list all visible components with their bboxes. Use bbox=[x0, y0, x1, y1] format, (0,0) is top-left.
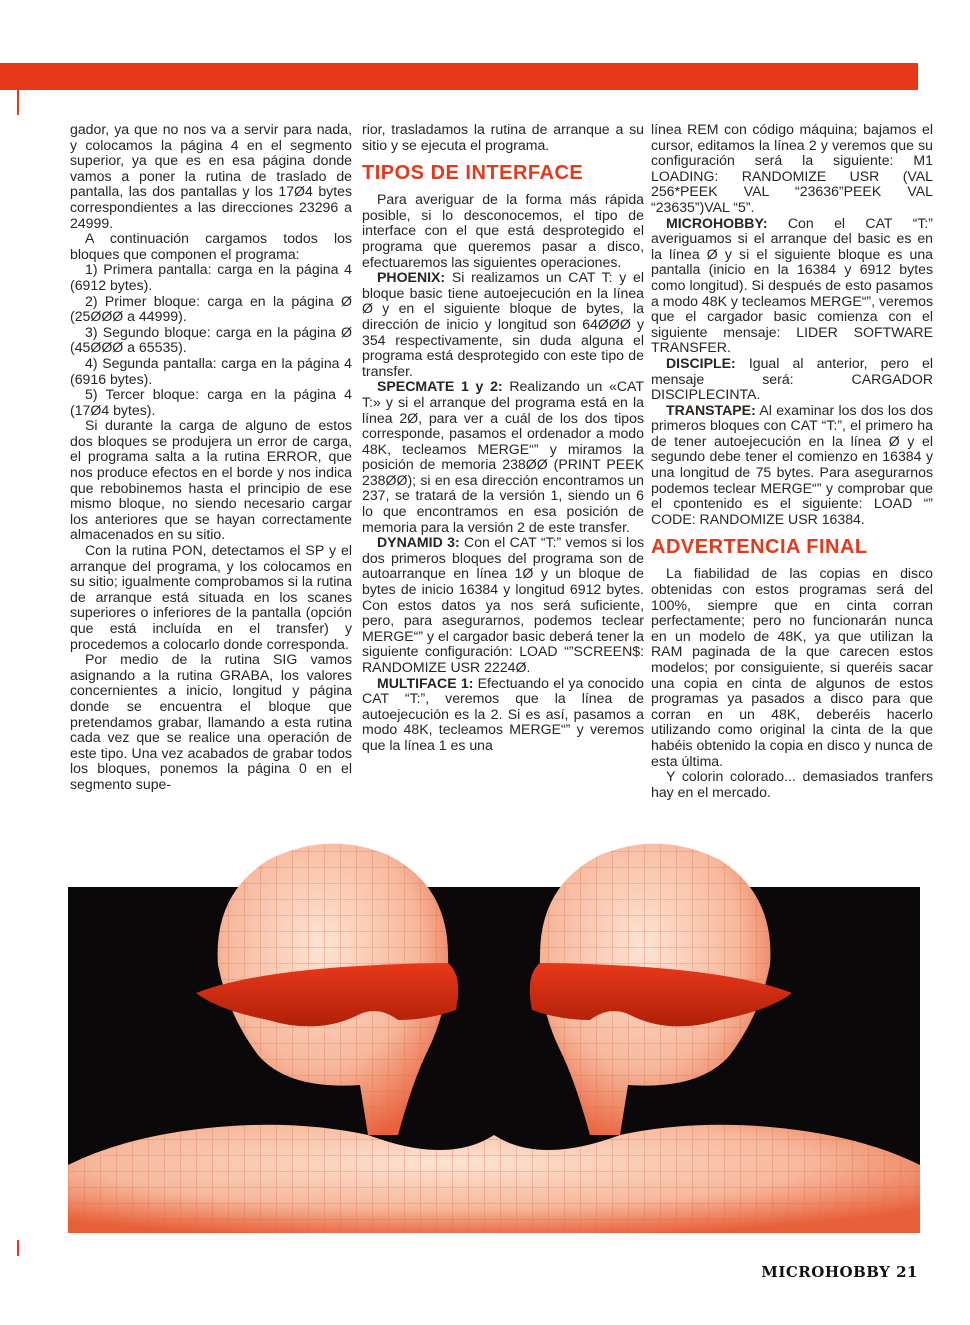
section-heading: ADVERTENCIA FINAL bbox=[651, 536, 868, 559]
paragraph: La fiabilidad de las copias en disco obtenidas con estos programas será del 100%, siempre que en cinta corran perfectamente; pero no funcionarán nunca en un modelo de 48K, ya que utilizan la RAM paginada de la que carecen estos modelos; por consiguiente, si queréis sacar una copia en cinta de algunos de estos programas ya pasados a disco para que corran en un 48K, deberéis hacerlo utilizando como original la cinta de la que habéis obtenido la copia en disco y nunca de esta última. bbox=[651, 565, 933, 769]
term-text: Realizando un «CAT T:» y si el arranque del programa está en la línea 2Ø, para ver a cuál de los dos tipos corresponde, pasamos el ordenador a modo 48K, tecleamos MERGE“” y miramos la posición de memoria 238ØØ (PRINT PEEK 238ØØ); si en esa dirección encontramos un 237, se tratará de la versión 1, siendo un 6 lo que encontramos en esa posición de memoria para la versión 2 de este transfer. bbox=[362, 378, 645, 535]
mirrored-heads-illustration bbox=[68, 887, 920, 1233]
paragraph: gador, ya que no nos va a servir para nada, y colocamos la página 4 en el segmento superior, ya que es en esa página donde vamos a poner la rutina de traslado de pantalla, las dos pantallas y los 17Ø4 bytes correspondientes a las direcciones 23296 a 24999. bbox=[70, 121, 352, 231]
paragraph bbox=[362, 270, 644, 379]
term-label: DISCIPLE: bbox=[666, 354, 736, 371]
paragraph bbox=[362, 676, 644, 754]
term-text: Con el CAT “T:” vemos si los dos primeros bloques del programa son de autoarranque en línea 1Ø y un bloque de bytes de inicio 16384 y longitud 6912 bytes. Con estos datos ya nos será suficiente, pero, para asegurarnos, podemos teclear MERGE“” y el cargador basic deberá tener la siguiente configuración: LOAD “”SCREEN$: RANDOMIZE USR 2224Ø. bbox=[362, 534, 644, 675]
margin-mark bbox=[17, 1240, 19, 1256]
list-item: 1) Primera pantalla: carga en la página 4 (6912 bytes). bbox=[70, 261, 352, 293]
paragraph bbox=[362, 535, 644, 675]
term-label: DYNAMID 3: bbox=[377, 534, 460, 551]
section-heading: TIPOS DE INTERFACE bbox=[362, 162, 584, 185]
paragraph: Por medio de la rutina SIG vamos asignando a la rutina GRABA, los valores concernientes a inicio, longitud y página donde se encuentra el bloque que pretendamos grabar, llamando a esta rutina cada vez que se realice una operación de este tipo. Una vez acabados de grabar todos los bloques, ponemos la página 0 en el segmento supe- bbox=[70, 651, 352, 792]
list-item: 3) Segundo bloque: carga en la página Ø (45ØØØ a 65535). bbox=[70, 323, 352, 356]
column-2 bbox=[362, 122, 644, 754]
paragraph: Si durante la carga de alguno de estos dos bloques se produjera un error de carga, el programa salta a la rutina ERROR, que nos produce efectos en el borde y nos indica que rebobinemos hasta el principio de ese mismo bloque, no siendo necesario cargar los anteriores que se hayan correctamente almacenados en su sitio. bbox=[70, 417, 352, 543]
paragraph: Para averiguar de la forma más rápida posible, si lo desconocemos, el tipo de interface con el que está desprotegido el programa que queremos pasar a disco, efectuaremos las siguientes operaciones. bbox=[362, 191, 644, 270]
paragraph: rior, trasladamos la rutina de arranque a su sitio y se ejecuta el programa. bbox=[362, 121, 644, 153]
paragraph: Con la rutina PON, detectamos el SP y el arranque del programa, y los colocamos en su sitio; igualmente comprobamos si la rutina de arranque está situada en los scanes superiores o inferiores de la pantalla (opción que está incluída en el transfer) y procedemos a colocarlo donde corresponda. bbox=[70, 542, 353, 652]
left-head bbox=[196, 844, 458, 1135]
term-label: SPECMATE 1 y 2: bbox=[377, 378, 503, 395]
term-label: MICROHOBBY: bbox=[666, 214, 768, 231]
paragraph: Y colorin colorado... demasiados tranfers hay en el mercado. bbox=[651, 768, 933, 800]
heads-artwork bbox=[68, 835, 920, 1233]
magazine-name: MICROHOBBY bbox=[761, 1263, 891, 1281]
paragraph bbox=[651, 216, 933, 356]
margin-mark bbox=[17, 75, 19, 115]
term-text: Con el CAT “T:” averiguamos si el arranque del basic es en la línea Ø y si el siguiente bloque es una pantalla (inicio en la 16384 y 6912 bytes como longitud). Si después de esto pasamos a modo 48K y tecleamos MERGE“”, veremos que el cargador basic comienza con el siguiente mensaje: LIDER SOFTWARE TRANSFER. bbox=[651, 214, 933, 356]
paragraph: línea REM con código máquina; bajamos el cursor, editamos la línea 2 y veremos que su configuración será la siguiente: M1 LOADING: RANDOMIZE USR (VAL 256*PEEK VAL “23636”PEEK VAL “23635”)VAL “5”. bbox=[651, 121, 933, 215]
term-text: Igual al anterior, pero el mensaje será: CARGADOR DISCIPLECINTA. bbox=[651, 354, 933, 403]
list-item: 5) Tercer bloque: carga en la página 4 (17Ø4 bytes). bbox=[70, 386, 352, 418]
term-text: Efectuando el ya conocido CAT “T:”, veremos que la línea de autoejecución es la 2. Si es así, pasamos a modo 48K, tecleamos MERGE“” y veremos que la línea 1 es una bbox=[362, 674, 644, 753]
term-label: MULTIFACE 1: bbox=[377, 674, 474, 691]
term-text: Si realizamos un CAT T: y el bloque basic tiene autoejecución en la línea Ø y en el siguiente bloque de bytes, la dirección de inicio y longitud son 64ØØØ y 354 respectivamente, sin duda alguna el programa está desprotegido con este tipo de transfer. bbox=[362, 269, 644, 379]
paragraph: A continuación cargamos todos los bloques que componen el programa: bbox=[70, 230, 352, 262]
column-1 bbox=[70, 122, 352, 793]
page-footer bbox=[761, 1263, 918, 1281]
paragraph bbox=[651, 356, 933, 403]
paragraph bbox=[362, 379, 644, 535]
term-label: TRANSTAPE: bbox=[666, 401, 756, 418]
column-3 bbox=[651, 122, 933, 800]
term-label: PHOENIX: bbox=[377, 269, 446, 286]
term-text: Al examinar los dos los dos primeros bloques con CAT “T:”, el primero ha de tener autoejecución en la línea Ø y el segundo debe tener el comienzo en 16384 y una longitud de 75 bytes. Para asegurarnos podemos teclear MERGE“” y comprobar que el cpontenido es el siguiente: LOAD “” CODE: RANDOMIZE USR 16384. bbox=[651, 401, 933, 527]
paragraph bbox=[651, 403, 933, 528]
list-item: 4) Segunda pantalla: carga en la página 4 (6916 bytes). bbox=[70, 354, 352, 387]
list-item: 2) Primer bloque: carga en la página Ø (25ØØØ a 44999). bbox=[70, 292, 352, 325]
page-number: 21 bbox=[896, 1263, 918, 1281]
top-color-band bbox=[0, 63, 918, 90]
right-head bbox=[530, 844, 792, 1135]
